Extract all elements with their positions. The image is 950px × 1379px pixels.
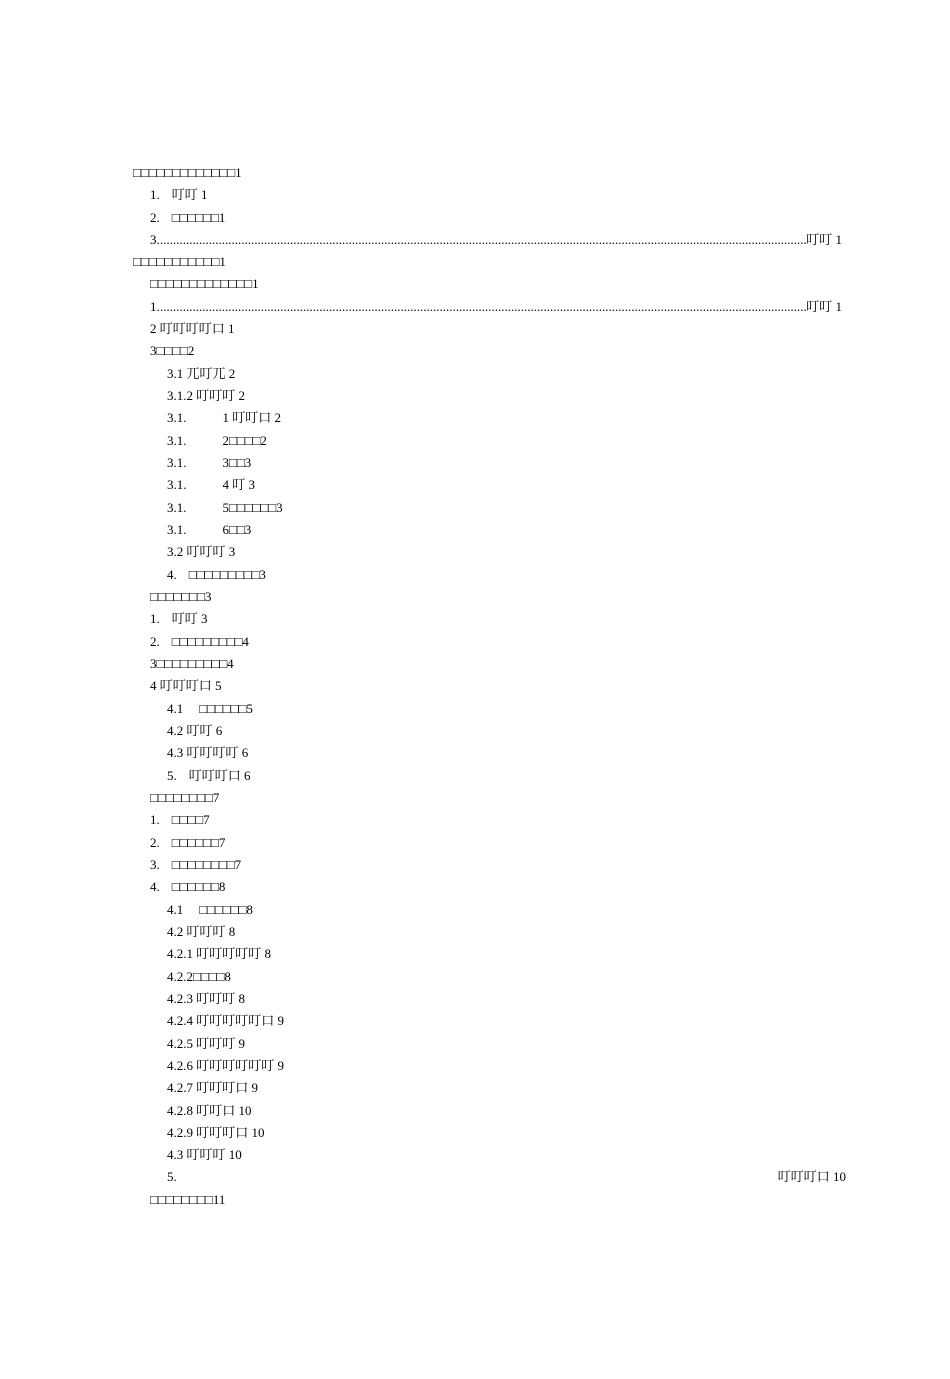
toc-entry-number: 4.3: [167, 1147, 184, 1162]
toc-entry-text: 叮叮: [186, 723, 213, 738]
toc-entry[interactable]: [150, 1189, 225, 1211]
toc-entry-number: 3.1.: [167, 522, 187, 537]
toc-entry[interactable]: [167, 564, 266, 586]
toc-entry-number: 3.1.: [167, 477, 187, 492]
toc-entry-text: 3□□: [222, 455, 245, 470]
toc-entry-number: 4.2.5: [167, 1036, 193, 1051]
toc-entry[interactable]: [150, 207, 225, 229]
toc-entry-text: □□□□□□□□□□□: [133, 254, 220, 269]
toc-entry[interactable]: [167, 988, 245, 1010]
toc-entry-text: □□□□□□□□□: [156, 656, 228, 671]
toc-entry-page: 2: [274, 410, 282, 425]
toc-entry-number: 3.1.: [167, 410, 187, 425]
toc-entry[interactable]: [150, 809, 210, 831]
toc-entry-page: 2: [187, 343, 195, 358]
toc-entry-text: □□□□□□: [199, 902, 247, 917]
toc-entry-page: 8: [238, 991, 246, 1006]
toc-entry-page: 10: [833, 1169, 846, 1184]
toc-entry-page: 3: [201, 611, 208, 626]
toc-entry-number: 3.1.: [167, 500, 187, 515]
toc-entry-number: 4.2: [167, 924, 184, 939]
toc-entry[interactable]: [150, 653, 234, 675]
toc-entry-text: 4 叮: [222, 477, 246, 492]
toc-entry-text: 叮叮叮: [186, 924, 226, 939]
toc-entry-page: 5: [246, 701, 253, 716]
toc-entry-page: 3: [276, 500, 283, 515]
toc-entry-text: 叮叮叮: [196, 1036, 236, 1051]
toc-entry-text: □□□□□□: [171, 879, 219, 894]
toc-entry-text: 兀叮兀: [186, 366, 226, 381]
toc-entry[interactable]: [167, 497, 283, 519]
toc-entry-text: 叮叮叮: [186, 1147, 226, 1162]
toc-entry-text: 叮叮叮叮口: [159, 321, 225, 336]
toc-entry[interactable]: [167, 385, 245, 407]
toc-entry-page: 1: [835, 232, 842, 247]
toc-entry[interactable]: [167, 1033, 245, 1055]
toc-entry[interactable]: [167, 966, 231, 988]
toc-entry-page: 9: [251, 1080, 259, 1095]
toc-entry[interactable]: [150, 876, 225, 898]
toc-entry[interactable]: [167, 363, 235, 385]
toc-entry-number: 4.3: [167, 745, 184, 760]
toc-entry-text: □□□□□□□□□□□□□: [150, 276, 253, 291]
toc-entry-number: 3.1.: [167, 433, 187, 448]
toc-entry-text: 5□□□□□□: [222, 500, 277, 515]
toc-entry-page: 8: [246, 902, 253, 917]
toc-entry-text: □□□□: [156, 343, 188, 358]
toc-entry-number: 3.: [150, 857, 160, 872]
toc-entry[interactable]: [167, 541, 235, 563]
toc-entry-text: 叮叮: [171, 611, 198, 626]
toc-entry-page: 3: [259, 567, 266, 582]
toc-entry[interactable]: [167, 921, 235, 943]
toc-entry-page: 4: [227, 656, 234, 671]
toc-entry-text: 叮叮叮口: [188, 768, 241, 783]
dot-leader: [160, 229, 808, 251]
toc-entry[interactable]: [150, 184, 208, 206]
toc-entry-page: 6: [241, 745, 249, 760]
toc-entry-text: □□□□: [193, 969, 225, 984]
toc-entry-text: 叮叮叮口: [196, 1080, 249, 1095]
toc-entry-number: 4: [150, 678, 157, 693]
toc-entry-page: 1: [235, 165, 242, 180]
toc-entry[interactable]: [150, 832, 225, 854]
toc-entry-text: 叮叮口: [196, 1103, 236, 1118]
toc-entry-page: 8: [228, 924, 236, 939]
toc-entry-text: 叮叮叮叮叮: [196, 946, 262, 961]
toc-entry-page: 8: [218, 879, 226, 894]
toc-entry-number: 3: [150, 656, 157, 671]
toc-entry[interactable]: [150, 296, 842, 318]
toc-entry-page: 10: [238, 1103, 252, 1118]
toc-entry-number: 1.: [150, 611, 160, 626]
toc-entry-page: 6: [215, 723, 223, 738]
toc-entry[interactable]: [167, 1077, 258, 1099]
toc-entry-number: 1.: [150, 812, 160, 827]
toc-entry-page: 3: [204, 589, 212, 604]
toc-entry-page: 1: [218, 210, 226, 225]
toc-entry-text: 6□□: [222, 522, 245, 537]
toc-entry-page: 4: [242, 634, 249, 649]
toc-entry-page: 6: [244, 768, 251, 783]
toc-entry-number: 4.2.8: [167, 1103, 193, 1118]
toc-entry-text: □□□□: [171, 812, 204, 827]
toc-entry[interactable]: [133, 251, 226, 273]
toc-entry-number: 4.2.4: [167, 1013, 193, 1028]
toc-entry-text: 2□□□□: [222, 433, 261, 448]
toc-entry-page: 3: [244, 455, 252, 470]
toc-entry[interactable]: [167, 1144, 242, 1166]
toc-entry-page: 2: [238, 388, 246, 403]
toc-entry-text: □□□□□□□□: [150, 1192, 213, 1207]
toc-entry-number: 4.2.7: [167, 1080, 193, 1095]
toc-entry-text: □□□□□□□□□: [171, 634, 243, 649]
toc-entry-page: 1: [228, 321, 235, 336]
toc-entry-number: 3.1.: [167, 455, 187, 470]
toc-entry[interactable]: [150, 675, 222, 697]
toc-entry[interactable]: [150, 787, 219, 809]
toc-entry[interactable]: [150, 854, 241, 876]
toc-entry-number: 5.: [167, 1169, 177, 1184]
toc-entry[interactable]: [167, 943, 271, 965]
toc-entry-number: 3.1: [167, 366, 184, 381]
toc-entry-text: □□□□□□: [171, 835, 219, 850]
toc-entry-number: 3: [150, 343, 157, 358]
toc-entry-number: 4.1: [167, 701, 184, 716]
toc-entry[interactable]: [150, 273, 259, 295]
toc-entry[interactable]: [167, 452, 251, 474]
toc-entry-page: 1: [835, 299, 842, 314]
toc-entry[interactable]: [167, 430, 267, 452]
toc-entry-number: 3.2: [167, 544, 184, 559]
toc-entry-text: 叮叮叮: [196, 388, 236, 403]
toc-entry[interactable]: [167, 742, 248, 764]
toc-entry[interactable]: [167, 1122, 265, 1144]
toc-entry-page: 3: [244, 522, 252, 537]
toc-entry-number: 4.2.3: [167, 991, 193, 1006]
toc-entry-page: 7: [218, 835, 226, 850]
toc-entry-text: 叮叮叮口: [159, 678, 212, 693]
toc-entry-page: 3: [248, 477, 256, 492]
toc-entry-number: 4.1: [167, 902, 184, 917]
toc-entry[interactable]: [167, 1010, 284, 1032]
toc-entry-page: 9: [238, 1036, 246, 1051]
toc-entry-text: 叮叮: [806, 299, 833, 314]
toc-entry[interactable]: [150, 340, 194, 362]
toc-entry[interactable]: [167, 698, 253, 720]
toc-entry-number: 1.: [150, 299, 160, 314]
toc-entry[interactable]: [150, 608, 208, 630]
toc-entry[interactable]: [167, 519, 251, 541]
toc-entry-number: 3.1.2: [167, 388, 193, 403]
toc-entry[interactable]: [167, 474, 255, 496]
toc-entry-text: 叮叮叮口: [777, 1169, 830, 1184]
toc-entry-page: 7: [203, 812, 210, 827]
toc-entry-number: 3.: [150, 232, 160, 247]
toc-entry-number: 2.: [150, 835, 160, 850]
toc-entry-number: 4.: [150, 879, 160, 894]
toc-entry-text: □□□□□□□□□: [188, 567, 260, 582]
toc-entry-page: 8: [224, 969, 231, 984]
toc-entry-number: 1.: [150, 187, 160, 202]
toc-entry-page: 9: [277, 1013, 285, 1028]
toc-entry-page: 11: [212, 1192, 226, 1207]
toc-entry-number: 4.2: [167, 723, 184, 738]
toc-entry[interactable]: [167, 765, 251, 787]
toc-entry-text: 叮叮叮叮: [186, 745, 239, 760]
toc-entry-text: □□□□□□□□□□□□□: [133, 165, 236, 180]
toc-entry[interactable]: [150, 318, 235, 340]
toc-entry-page: 9: [277, 1058, 285, 1073]
dot-leader: [160, 296, 808, 318]
toc-entry-number: 4.2.6: [167, 1058, 193, 1073]
toc-entry[interactable]: [167, 1100, 252, 1122]
toc-entry[interactable]: [167, 899, 253, 921]
toc-entry-text: 叮叮: [171, 187, 198, 202]
toc-entry-page: 7: [212, 790, 220, 805]
toc-entry-number: 2.: [150, 634, 160, 649]
toc-entry-text: □□□□□□□: [150, 589, 205, 604]
toc-entry-text: 叮叮叮叮叮叮: [196, 1058, 275, 1073]
toc-entry[interactable]: [167, 407, 281, 429]
toc-entry-page: 1: [252, 276, 259, 291]
toc-entry-text: 1 叮叮口: [222, 410, 272, 425]
toc-entry-page: 1: [201, 187, 208, 202]
toc-entry-number: 5.: [167, 768, 177, 783]
toc-entry[interactable]: [150, 631, 249, 653]
toc-entry-number: 4.: [167, 567, 177, 582]
toc-entry-number: 2: [150, 321, 157, 336]
toc-entry-page: 7: [234, 857, 242, 872]
toc-entry[interactable]: [133, 162, 242, 184]
toc-entry-text: □□□□□□: [171, 210, 219, 225]
toc-entry-text: 叮叮叮叮叮口: [196, 1013, 275, 1028]
toc-entry-page: 2: [228, 366, 236, 381]
toc-entry-page: 10: [251, 1125, 265, 1140]
toc-entry-text: □□□□□□□□: [171, 857, 235, 872]
toc-entry-page: 10: [228, 1147, 242, 1162]
toc-entry[interactable]: [167, 720, 222, 742]
toc-entry-page: 8: [264, 946, 272, 961]
toc-entry-page: 3: [228, 544, 236, 559]
toc-entry-text: □□□□□□: [199, 701, 247, 716]
toc-entry-number: 4.2.1: [167, 946, 193, 961]
toc-entry-text: 叮叮叮: [196, 991, 236, 1006]
toc-entry-page: 5: [215, 678, 222, 693]
toc-entry-page: 2: [260, 433, 267, 448]
toc-entry-number: 4.2.9: [167, 1125, 193, 1140]
toc-entry-number: 2.: [150, 210, 160, 225]
toc-entry-text: 叮叮叮: [186, 544, 226, 559]
toc-entry-number: 4.2.2: [167, 969, 193, 984]
toc-entry-text: 叮叮叮口: [196, 1125, 249, 1140]
toc-entry-page: 1: [219, 254, 226, 269]
toc-entry-text: 叮叮: [806, 232, 833, 247]
toc-entry[interactable]: [167, 1055, 284, 1077]
toc-entry[interactable]: [150, 586, 211, 608]
toc-entry-text: □□□□□□□□: [150, 790, 213, 805]
toc-entry[interactable]: [167, 1166, 846, 1188]
toc-entry[interactable]: [150, 229, 842, 251]
